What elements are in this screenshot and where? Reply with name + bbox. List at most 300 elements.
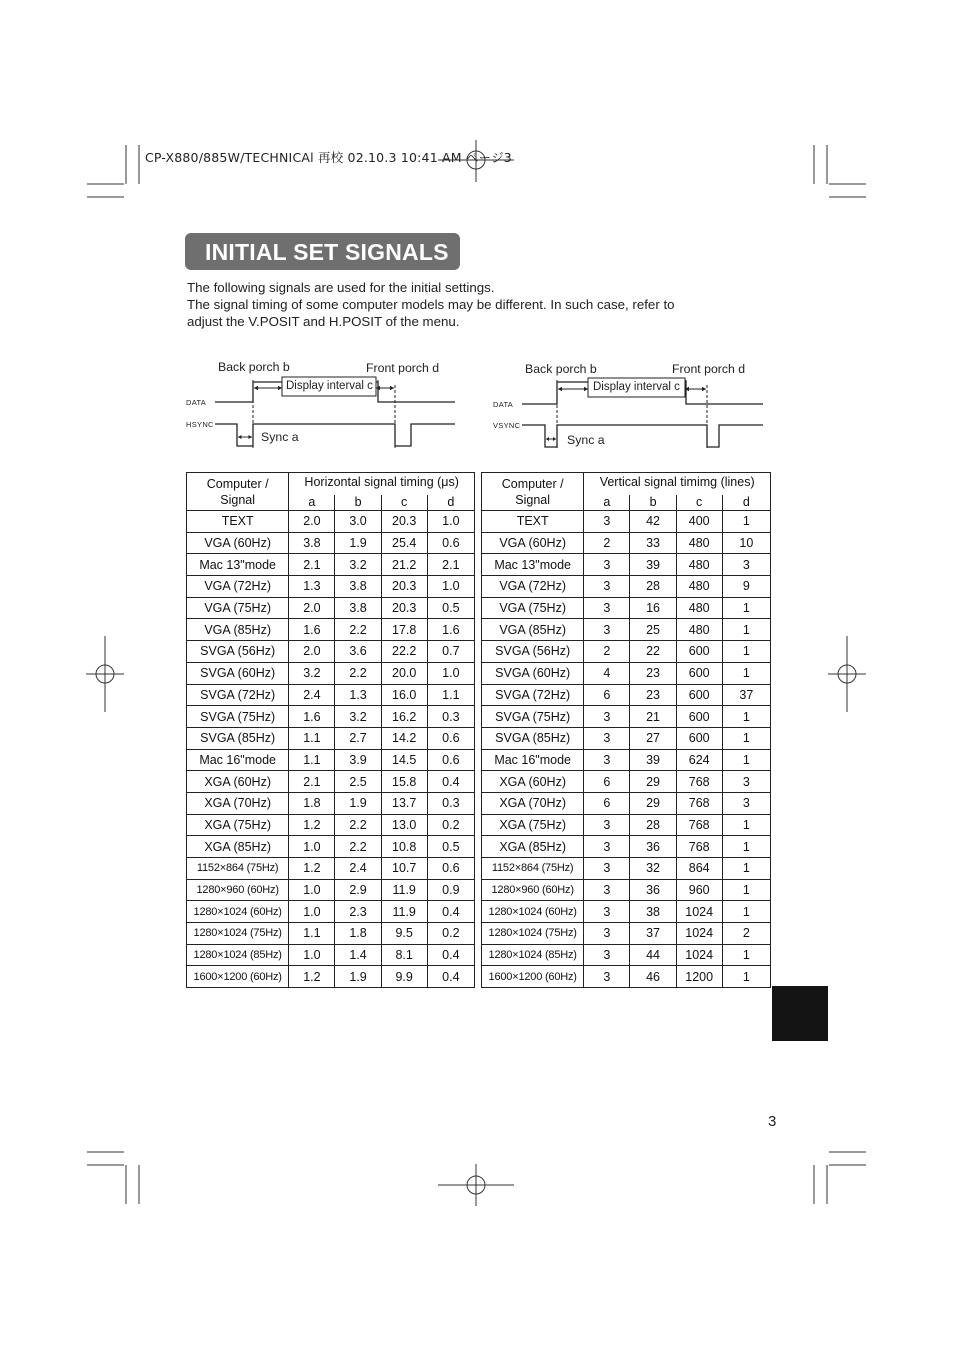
value-cell-c: 768 [676, 814, 722, 836]
value-cell-b: 2.9 [335, 879, 381, 901]
value-cell-d: 1.0 [427, 576, 474, 598]
value-cell-d: 2 [722, 923, 770, 945]
signal-cell: VGA (60Hz) [187, 532, 289, 554]
value-cell-c: 20.3 [381, 511, 427, 533]
value-cell-b: 23 [630, 684, 676, 706]
v-back-porch-label: Back porch b [525, 362, 597, 376]
value-cell-b: 3.2 [335, 554, 381, 576]
signal-cell: 1152×864 (75Hz) [187, 858, 289, 880]
table-row [482, 771, 771, 793]
value-cell-a: 3.8 [289, 532, 335, 554]
v-front-porch-label: Front porch d [672, 362, 746, 376]
value-cell-a: 1.6 [289, 706, 335, 728]
value-cell-a: 1.0 [289, 879, 335, 901]
value-cell-d: 3 [722, 792, 770, 814]
value-cell-c: 21.2 [381, 554, 427, 576]
hsync-label: HSYNC [186, 420, 214, 429]
signal-cell: SVGA (56Hz) [482, 641, 584, 663]
value-cell-c: 1024 [676, 944, 722, 966]
value-cell-c: 480 [676, 619, 722, 641]
value-cell-a: 2.4 [289, 684, 335, 706]
value-cell-d: 0.5 [427, 597, 474, 619]
value-cell-d: 0.4 [427, 966, 474, 988]
value-cell-c: 768 [676, 771, 722, 793]
signal-cell: VGA (72Hz) [187, 576, 289, 598]
value-cell-c: 600 [676, 641, 722, 663]
value-cell-d: 1.0 [427, 662, 474, 684]
value-cell-d: 0.4 [427, 901, 474, 923]
value-cell-a: 1.1 [289, 923, 335, 945]
page-number: 3 [768, 1113, 777, 1130]
value-cell-a: 3 [584, 597, 630, 619]
table-row [187, 966, 475, 988]
value-cell-a: 3 [584, 727, 630, 749]
col-header-c: c [676, 495, 722, 511]
intro-line-3: adjust the V.POSIT and H.POSIT of the menu. [187, 314, 460, 329]
table-row [482, 814, 771, 836]
value-cell-a: 1.6 [289, 619, 335, 641]
signal-cell: XGA (75Hz) [187, 814, 289, 836]
value-cell-a: 3 [584, 901, 630, 923]
value-cell-a: 1.8 [289, 792, 335, 814]
value-cell-c: 9.9 [381, 966, 427, 988]
value-cell-b: 3.2 [335, 706, 381, 728]
value-cell-c: 768 [676, 792, 722, 814]
signal-cell: 1280×1024 (85Hz) [482, 944, 584, 966]
signal-cell: 1280×1024 (75Hz) [482, 923, 584, 945]
value-cell-b: 3.8 [335, 597, 381, 619]
table-row [482, 706, 771, 728]
value-cell-b: 33 [630, 532, 676, 554]
value-cell-b: 2.4 [335, 858, 381, 880]
value-cell-b: 2.2 [335, 814, 381, 836]
value-cell-c: 600 [676, 706, 722, 728]
table-row [187, 836, 475, 858]
signal-cell: 1280×1024 (60Hz) [482, 901, 584, 923]
vertical-timing-table [481, 472, 771, 988]
value-cell-d: 1.0 [427, 511, 474, 533]
value-cell-d: 1 [722, 814, 770, 836]
section-tab [772, 986, 828, 1041]
vsync-label: VSYNC [493, 421, 521, 430]
value-cell-c: 1200 [676, 966, 722, 988]
value-cell-a: 1.0 [289, 944, 335, 966]
value-cell-a: 3 [584, 576, 630, 598]
value-cell-c: 1024 [676, 901, 722, 923]
value-cell-b: 39 [630, 554, 676, 576]
value-cell-a: 2.0 [289, 641, 335, 663]
value-cell-b: 39 [630, 749, 676, 771]
signal-cell: XGA (70Hz) [187, 792, 289, 814]
value-cell-a: 3 [584, 554, 630, 576]
value-cell-c: 11.9 [381, 879, 427, 901]
value-cell-b: 36 [630, 879, 676, 901]
value-cell-d: 2.1 [427, 554, 474, 576]
value-cell-d: 3 [722, 771, 770, 793]
value-cell-c: 600 [676, 684, 722, 706]
table-row [187, 554, 475, 576]
v-display-interval-label: Display interval c [593, 381, 680, 393]
timing-column-header: Vertical signal timimg (lines) [584, 473, 771, 496]
value-cell-b: 42 [630, 511, 676, 533]
value-cell-a: 3 [584, 966, 630, 988]
table-row [187, 597, 475, 619]
signal-cell: SVGA (85Hz) [187, 727, 289, 749]
value-cell-a: 2 [584, 641, 630, 663]
signal-cell: 1600×1200 (60Hz) [482, 966, 584, 988]
value-cell-b: 16 [630, 597, 676, 619]
value-cell-c: 10.7 [381, 858, 427, 880]
value-cell-d: 1 [722, 641, 770, 663]
value-cell-c: 13.0 [381, 814, 427, 836]
table-row [482, 858, 771, 880]
value-cell-b: 29 [630, 792, 676, 814]
table-row [187, 749, 475, 771]
value-cell-c: 480 [676, 554, 722, 576]
value-cell-d: 0.7 [427, 641, 474, 663]
value-cell-b: 29 [630, 771, 676, 793]
timing-column-header: Horizontal signal timing (μs) [289, 473, 475, 496]
value-cell-b: 2.7 [335, 727, 381, 749]
value-cell-d: 1.1 [427, 684, 474, 706]
h-sync-label: Sync a [261, 430, 299, 444]
table-row [482, 944, 771, 966]
signal-cell: TEXT [187, 511, 289, 533]
value-cell-b: 1.4 [335, 944, 381, 966]
value-cell-d: 1 [722, 858, 770, 880]
value-cell-b: 22 [630, 641, 676, 663]
value-cell-a: 3.2 [289, 662, 335, 684]
value-cell-c: 1024 [676, 923, 722, 945]
value-cell-d: 0.3 [427, 706, 474, 728]
value-cell-a: 3 [584, 749, 630, 771]
value-cell-b: 2.2 [335, 836, 381, 858]
value-cell-c: 13.7 [381, 792, 427, 814]
value-cell-c: 25.4 [381, 532, 427, 554]
value-cell-a: 1.0 [289, 901, 335, 923]
value-cell-c: 20.3 [381, 576, 427, 598]
signal-cell: Mac 13"mode [187, 554, 289, 576]
value-cell-d: 37 [722, 684, 770, 706]
v-data-label: DATA [493, 400, 514, 409]
signal-cell: 1600×1200 (60Hz) [187, 966, 289, 988]
table-row [482, 727, 771, 749]
value-cell-c: 9.5 [381, 923, 427, 945]
table-row [187, 944, 475, 966]
value-cell-d: 1 [722, 662, 770, 684]
value-cell-c: 14.5 [381, 749, 427, 771]
signal-cell: XGA (60Hz) [187, 771, 289, 793]
value-cell-d: 9 [722, 576, 770, 598]
value-cell-a: 1.3 [289, 576, 335, 598]
value-cell-c: 480 [676, 576, 722, 598]
value-cell-d: 0.6 [427, 749, 474, 771]
col-header-d: d [427, 495, 474, 511]
intro-text [187, 279, 767, 330]
value-cell-d: 1.6 [427, 619, 474, 641]
value-cell-c: 15.8 [381, 771, 427, 793]
value-cell-a: 3 [584, 836, 630, 858]
value-cell-d: 1 [722, 749, 770, 771]
signal-cell: SVGA (75Hz) [482, 706, 584, 728]
value-cell-a: 1.0 [289, 836, 335, 858]
value-cell-d: 1 [722, 901, 770, 923]
table-row [187, 814, 475, 836]
signal-cell: SVGA (72Hz) [187, 684, 289, 706]
table-row [187, 684, 475, 706]
value-cell-a: 6 [584, 771, 630, 793]
table-row [482, 792, 771, 814]
value-cell-b: 1.9 [335, 792, 381, 814]
signal-cell: SVGA (85Hz) [482, 727, 584, 749]
signal-cell: Mac 16"mode [482, 749, 584, 771]
value-cell-b: 23 [630, 662, 676, 684]
table-row [482, 554, 771, 576]
value-cell-b: 1.9 [335, 966, 381, 988]
value-cell-b: 21 [630, 706, 676, 728]
value-cell-d: 0.6 [427, 858, 474, 880]
table-row [482, 923, 771, 945]
signal-cell: XGA (85Hz) [482, 836, 584, 858]
value-cell-a: 3 [584, 858, 630, 880]
signal-cell: Mac 16"mode [187, 749, 289, 771]
value-cell-c: 16.0 [381, 684, 427, 706]
value-cell-b: 38 [630, 901, 676, 923]
value-cell-b: 37 [630, 923, 676, 945]
signal-cell: VGA (60Hz) [482, 532, 584, 554]
table-row [482, 641, 771, 663]
value-cell-d: 3 [722, 554, 770, 576]
value-cell-a: 1.1 [289, 727, 335, 749]
signal-cell: SVGA (75Hz) [187, 706, 289, 728]
value-cell-d: 1 [722, 511, 770, 533]
value-cell-a: 1.2 [289, 858, 335, 880]
value-cell-c: 768 [676, 836, 722, 858]
signal-cell: SVGA (60Hz) [482, 662, 584, 684]
value-cell-c: 11.9 [381, 901, 427, 923]
value-cell-b: 44 [630, 944, 676, 966]
table-row [482, 879, 771, 901]
table-row [187, 662, 475, 684]
table-row [482, 836, 771, 858]
table-row [187, 619, 475, 641]
h-display-interval-label: Display interval c [286, 380, 373, 392]
value-cell-c: 14.2 [381, 727, 427, 749]
page-title: INITIAL SET SIGNALS [205, 239, 449, 265]
value-cell-b: 2.2 [335, 662, 381, 684]
value-cell-b: 27 [630, 727, 676, 749]
value-cell-a: 2.1 [289, 554, 335, 576]
signal-cell: VGA (75Hz) [187, 597, 289, 619]
table-row [482, 511, 771, 533]
value-cell-c: 8.1 [381, 944, 427, 966]
value-cell-c: 10.8 [381, 836, 427, 858]
value-cell-c: 20.3 [381, 597, 427, 619]
horizontal-timing-table [186, 472, 475, 988]
signal-cell: XGA (75Hz) [482, 814, 584, 836]
table-row [187, 511, 475, 533]
value-cell-d: 0.9 [427, 879, 474, 901]
value-cell-b: 25 [630, 619, 676, 641]
table-row [187, 771, 475, 793]
intro-line-2: The signal timing of some computer models may be different. In such case, refer to [187, 297, 675, 312]
table-row [482, 619, 771, 641]
value-cell-c: 624 [676, 749, 722, 771]
value-cell-d: 10 [722, 532, 770, 554]
col-header-b: b [335, 495, 381, 511]
col-header-a: a [289, 495, 335, 511]
value-cell-d: 0.6 [427, 532, 474, 554]
signal-header-text: Computer / Signal [206, 476, 269, 507]
h-front-porch-label: Front porch d [366, 361, 440, 375]
value-cell-a: 2.1 [289, 771, 335, 793]
value-cell-a: 3 [584, 706, 630, 728]
signal-cell: Mac 13"mode [482, 554, 584, 576]
value-cell-b: 1.3 [335, 684, 381, 706]
value-cell-c: 864 [676, 858, 722, 880]
table-row [482, 684, 771, 706]
table-row [482, 901, 771, 923]
value-cell-b: 2.2 [335, 619, 381, 641]
col-header-d: d [722, 495, 770, 511]
value-cell-a: 2.0 [289, 597, 335, 619]
signal-cell: 1280×1024 (60Hz) [187, 901, 289, 923]
signal-cell: SVGA (72Hz) [482, 684, 584, 706]
v-sync-label: Sync a [567, 433, 605, 447]
value-cell-d: 0.4 [427, 771, 474, 793]
signal-cell: VGA (75Hz) [482, 597, 584, 619]
value-cell-b: 2.5 [335, 771, 381, 793]
value-cell-d: 1 [722, 597, 770, 619]
value-cell-a: 1.2 [289, 966, 335, 988]
signal-cell: SVGA (60Hz) [187, 662, 289, 684]
value-cell-b: 2.3 [335, 901, 381, 923]
value-cell-b: 46 [630, 966, 676, 988]
value-cell-d: 1 [722, 879, 770, 901]
value-cell-b: 3.0 [335, 511, 381, 533]
value-cell-a: 1.2 [289, 814, 335, 836]
signal-cell: VGA (85Hz) [187, 619, 289, 641]
signal-cell: SVGA (56Hz) [187, 641, 289, 663]
value-cell-d: 1 [722, 836, 770, 858]
value-cell-c: 400 [676, 511, 722, 533]
h-back-porch-label: Back porch b [218, 360, 290, 374]
signal-cell: 1152×864 (75Hz) [482, 858, 584, 880]
value-cell-a: 1.1 [289, 749, 335, 771]
value-cell-d: 0.3 [427, 792, 474, 814]
table-row [187, 792, 475, 814]
signal-column-header [482, 473, 584, 511]
value-cell-b: 1.9 [335, 532, 381, 554]
intro-line-1: The following signals are used for the initial settings. [187, 280, 495, 295]
table-row [482, 966, 771, 988]
value-cell-a: 3 [584, 511, 630, 533]
value-cell-a: 3 [584, 814, 630, 836]
signal-cell: VGA (85Hz) [482, 619, 584, 641]
value-cell-a: 2.0 [289, 511, 335, 533]
table-row [187, 923, 475, 945]
table-row [482, 532, 771, 554]
signal-cell: TEXT [482, 511, 584, 533]
value-cell-c: 16.2 [381, 706, 427, 728]
value-cell-a: 3 [584, 923, 630, 945]
value-cell-b: 28 [630, 576, 676, 598]
value-cell-d: 0.4 [427, 944, 474, 966]
value-cell-d: 1 [722, 619, 770, 641]
value-cell-a: 3 [584, 619, 630, 641]
signal-cell: XGA (60Hz) [482, 771, 584, 793]
value-cell-d: 0.5 [427, 836, 474, 858]
value-cell-d: 1 [722, 944, 770, 966]
value-cell-b: 3.6 [335, 641, 381, 663]
value-cell-d: 1 [722, 727, 770, 749]
signal-cell: 1280×1024 (85Hz) [187, 944, 289, 966]
value-cell-b: 28 [630, 814, 676, 836]
signal-cell: 1280×960 (60Hz) [187, 879, 289, 901]
value-cell-a: 6 [584, 792, 630, 814]
value-cell-c: 480 [676, 597, 722, 619]
signal-column-header [187, 473, 289, 511]
table-row [187, 727, 475, 749]
value-cell-b: 3.9 [335, 749, 381, 771]
value-cell-d: 0.2 [427, 814, 474, 836]
value-cell-a: 3 [584, 944, 630, 966]
value-cell-a: 3 [584, 879, 630, 901]
col-header-a: a [584, 495, 630, 511]
signal-header-text: Computer / Signal [501, 476, 564, 507]
signal-cell: XGA (85Hz) [187, 836, 289, 858]
value-cell-b: 3.8 [335, 576, 381, 598]
table-row [482, 662, 771, 684]
print-header-line: CP-X880/885W/TECHNICAl 再校 02.10.3 10:41 AM ページ3 [145, 150, 512, 165]
signal-cell: 1280×960 (60Hz) [482, 879, 584, 901]
value-cell-c: 600 [676, 662, 722, 684]
value-cell-a: 2 [584, 532, 630, 554]
value-cell-a: 4 [584, 662, 630, 684]
table-row [482, 576, 771, 598]
value-cell-c: 17.8 [381, 619, 427, 641]
table-row [482, 749, 771, 771]
table-row [187, 858, 475, 880]
table-row [187, 879, 475, 901]
value-cell-b: 32 [630, 858, 676, 880]
table-row [187, 576, 475, 598]
signal-cell: 1280×1024 (75Hz) [187, 923, 289, 945]
table-row [482, 597, 771, 619]
table-row [187, 706, 475, 728]
value-cell-a: 6 [584, 684, 630, 706]
signal-cell: XGA (70Hz) [482, 792, 584, 814]
value-cell-d: 1 [722, 966, 770, 988]
h-data-label: DATA [186, 398, 207, 407]
table-row [187, 641, 475, 663]
table-row [187, 901, 475, 923]
value-cell-b: 36 [630, 836, 676, 858]
value-cell-b: 1.8 [335, 923, 381, 945]
value-cell-c: 960 [676, 879, 722, 901]
col-header-c: c [381, 495, 427, 511]
value-cell-d: 1 [722, 706, 770, 728]
value-cell-c: 20.0 [381, 662, 427, 684]
value-cell-c: 22.2 [381, 641, 427, 663]
col-header-b: b [630, 495, 676, 511]
value-cell-c: 600 [676, 727, 722, 749]
value-cell-c: 480 [676, 532, 722, 554]
value-cell-d: 0.6 [427, 727, 474, 749]
signal-cell: VGA (72Hz) [482, 576, 584, 598]
value-cell-d: 0.2 [427, 923, 474, 945]
table-row [187, 532, 475, 554]
